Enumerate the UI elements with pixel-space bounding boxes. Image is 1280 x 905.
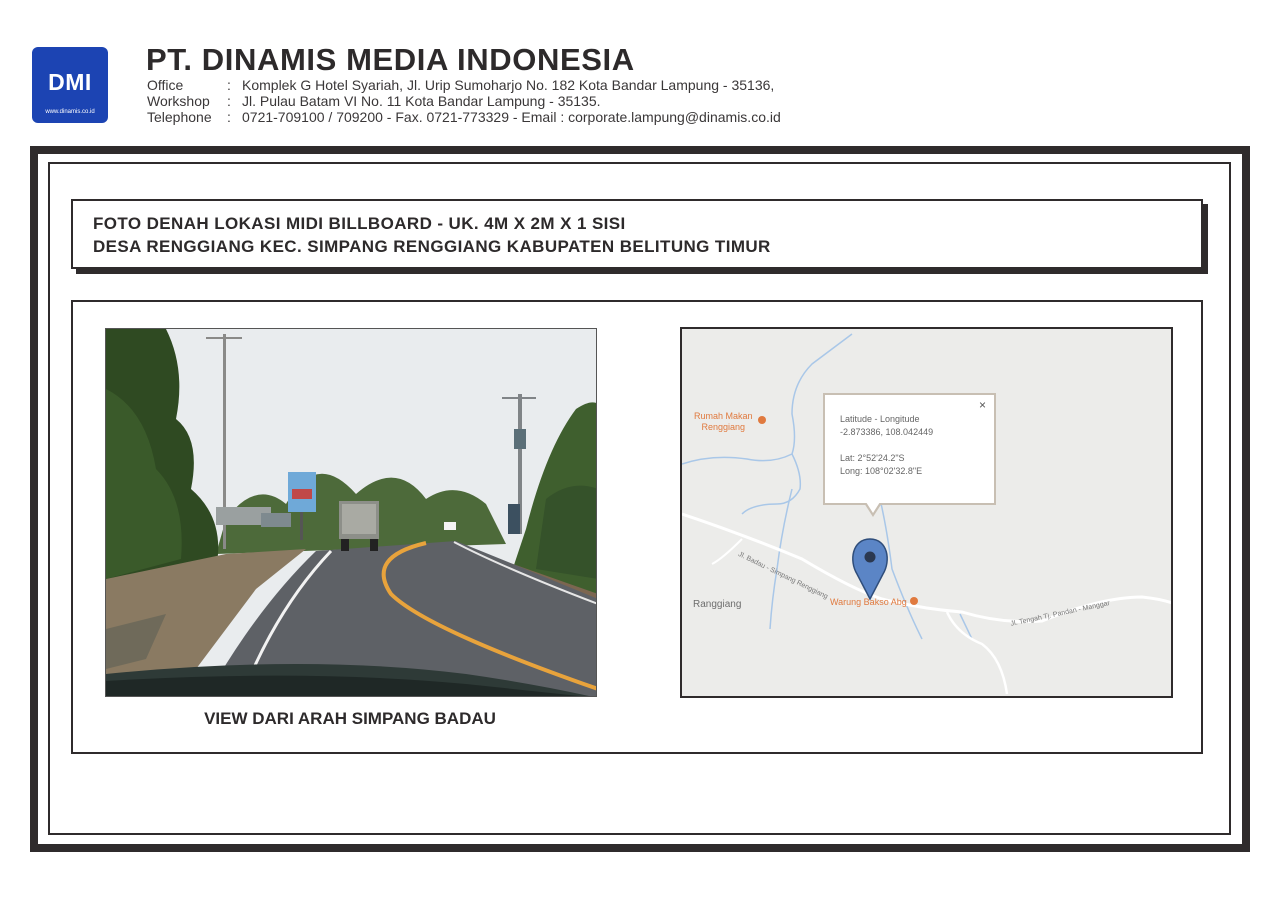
poi-warung-label[interactable]: Warung Bakso Abg — [830, 597, 907, 607]
location-map[interactable] — [680, 327, 1173, 698]
title-box — [71, 199, 1203, 269]
contact-label: Office — [147, 77, 184, 93]
contact-row-telephone — [147, 109, 781, 125]
place-name-label: Ranggiang — [693, 599, 742, 610]
contact-label: Telephone — [147, 109, 212, 125]
map-roads-rivers — [682, 329, 1173, 698]
title-line-2: DESA RENGGIANG KEC. SIMPANG RENGGIANG KABUPATEN BELITUNG TIMUR — [93, 237, 771, 256]
title-line-1: FOTO DENAH LOKASI MIDI BILLBOARD - UK. 4M X 2M X 1 SISI — [93, 214, 626, 233]
logo-text: DMI — [48, 69, 92, 95]
logo-url: www.dinamis.co.id — [45, 109, 95, 115]
coordinates-popup — [823, 393, 996, 505]
street-photo — [105, 328, 597, 697]
popup-latitude: Lat: 2°52'24.2"S — [840, 453, 905, 463]
company-logo — [32, 47, 108, 123]
popup-longitude: Long: 108°02'32.8"E — [840, 466, 923, 476]
contact-row-workshop — [147, 93, 781, 109]
company-name: PT. DINAMIS MEDIA INDONESIA — [146, 42, 635, 77]
contact-value: Komplek G Hotel Syariah, Jl. Urip Sumoharjo No. 182 Kota Bandar Lampung - 35136, — [242, 77, 775, 93]
close-icon[interactable]: × — [978, 398, 986, 412]
street-scene-illustration — [106, 329, 597, 697]
contact-block — [147, 77, 781, 125]
poi-restaurant-label[interactable]: Rumah Makan Renggiang — [694, 411, 753, 432]
contact-sep: : — [227, 109, 231, 125]
popup-heading: Latitude - Longitude — [840, 414, 920, 424]
contact-sep: : — [227, 77, 231, 93]
popup-decimal-coords: -2.873386, 108.042449 — [840, 427, 934, 437]
road-label-tengah: Jl. Tengah Tj. Pandan - Manggar — [1010, 599, 1111, 628]
contact-sep: : — [227, 93, 231, 109]
photo-caption: VIEW DARI ARAH SIMPANG BADAU — [204, 709, 496, 728]
road-label-badau: Jl. Badau - Simpang Renggiang — [736, 551, 829, 601]
contact-value: Jl. Pulau Batam VI No. 11 Kota Bandar Lampung - 35135. — [242, 93, 601, 109]
popup-tail-inner — [866, 502, 880, 513]
contact-label: Workshop — [147, 93, 210, 109]
contact-value: 0721-709100 / 709200 - Fax. 0721-773329 - Email : corporate.lampung@dinamis.co.id — [242, 109, 781, 125]
contact-row-office — [147, 77, 781, 93]
